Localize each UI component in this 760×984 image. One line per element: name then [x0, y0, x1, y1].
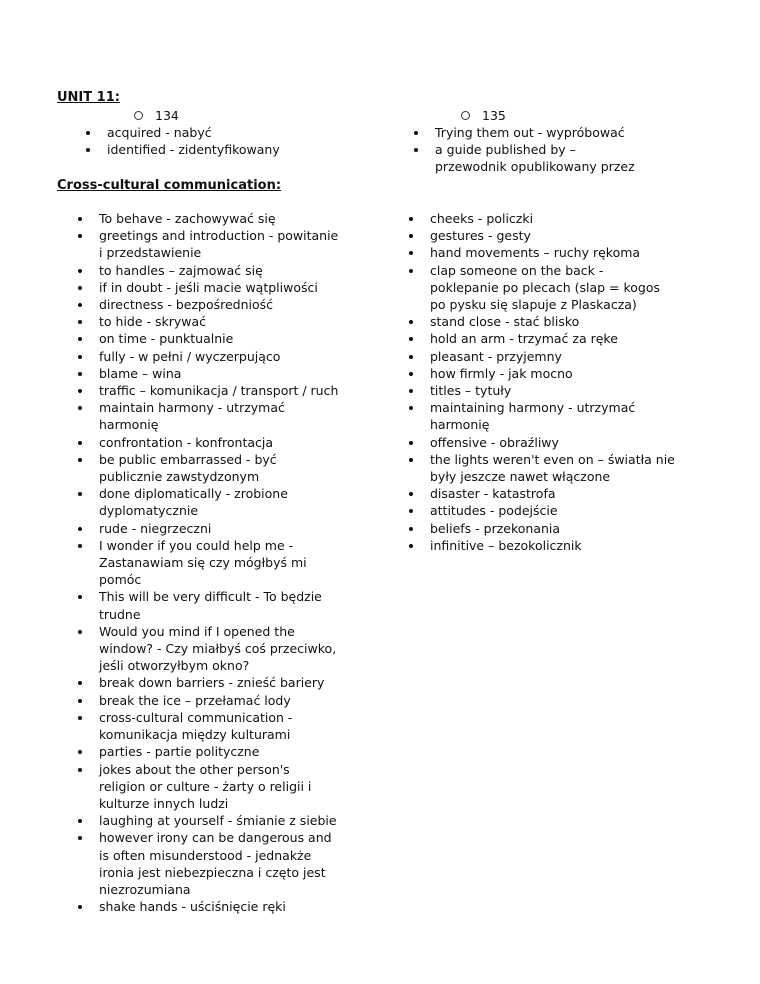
list-item: blame – wina [74, 365, 340, 382]
list-item: stand close - stać blisko [405, 313, 675, 330]
list-item: be public embarrassed - być publicznie zawstydzonym [74, 451, 340, 485]
list-item: To behave - zachowywać się [74, 210, 340, 227]
list-item: greetings and introduction - powitanie i przedstawienie [74, 227, 340, 261]
right-vocab-list [405, 210, 675, 554]
list-item: shake hands - uściśnięcie ręki [74, 898, 340, 915]
list-item: confrontation - konfrontacja [74, 434, 340, 451]
list-item: fully - w pełni / wyczerpująco [74, 348, 340, 365]
list-item: jokes about the other person's religion or culture - żarty o religii i kulturze innych ludzi [74, 761, 340, 813]
page-135-list [410, 124, 650, 176]
list-item: Would you mind if I opened the window? - Czy miałbyś coś przeciwko, jeśli otworzyłbym okno? [74, 623, 340, 675]
list-item: if in doubt - jeśli macie wątpliwości [74, 279, 340, 296]
list-item: hand movements – ruchy rękoma [405, 244, 675, 261]
list-item: rude - niegrzeczni [74, 520, 340, 537]
list-item: titles – tytuły [405, 382, 675, 399]
circle-bullet-icon [134, 111, 143, 120]
left-vocab-list [74, 210, 340, 915]
page-number-text: 134 [155, 108, 179, 123]
list-item: cheeks - policzki [405, 210, 675, 227]
list-item: directness - bezpośredniość [74, 296, 340, 313]
list-item: offensive - obraźliwy [405, 434, 675, 451]
unit-title: UNIT 11: [57, 90, 120, 105]
list-item: infinitive – bezokolicznik [405, 537, 675, 554]
list-item: on time - punktualnie [74, 330, 340, 347]
list-item: a guide published by – przewodnik opublikowany przez [410, 141, 650, 175]
list-item: clap someone on the back - poklepanie po plecach (slap = kogos po pysku się slapuje z Plaskacza) [405, 262, 675, 314]
list-item: maintaining harmony - utrzymać harmonię [405, 399, 675, 433]
list-item: disaster - katastrofa [405, 485, 675, 502]
list-item: identified - zidentyfikowany [82, 141, 322, 158]
list-item: cross-cultural communication - komunikacja między kulturami [74, 709, 340, 743]
list-item: attitudes - podejście [405, 502, 675, 519]
list-item: how firmly - jak mocno [405, 365, 675, 382]
list-item: maintain harmony - utrzymać harmonię [74, 399, 340, 433]
list-item: This will be very difficult - To będzie trudne [74, 588, 340, 622]
circle-bullet-icon [461, 111, 470, 120]
list-item: parties - partie polityczne [74, 743, 340, 760]
page-number-134 [134, 108, 179, 123]
list-item: laughing at yourself - śmianie z siebie [74, 812, 340, 829]
list-item: the lights weren't even on – światła nie były jeszcze nawet włączone [405, 451, 675, 485]
list-item: I wonder if you could help me - Zastanawiam się czy mógłbyś mi pomóc [74, 537, 340, 589]
list-item: break down barriers - znieść bariery [74, 674, 340, 691]
list-item: break the ice – przełamać lody [74, 692, 340, 709]
list-item: traffic – komunikacja / transport / ruch [74, 382, 340, 399]
list-item: to handles – zajmować się [74, 262, 340, 279]
page-number-135 [461, 108, 506, 123]
page-134-list [82, 124, 322, 158]
list-item: Trying them out - wypróbować [410, 124, 650, 141]
list-item: to hide - skrywać [74, 313, 340, 330]
page-number-text: 135 [482, 108, 506, 123]
list-item: beliefs - przekonania [405, 520, 675, 537]
section-title: Cross-cultural communication: [57, 178, 282, 193]
list-item: pleasant - przyjemny [405, 348, 675, 365]
list-item: however irony can be dangerous and is often misunderstood - jednakże ironia jest niebezpieczna i częto jest niezrozumiana [74, 829, 340, 898]
list-item: hold an arm - trzymać za ręke [405, 330, 675, 347]
list-item: acquired - nabyć [82, 124, 322, 141]
list-item: gestures - gesty [405, 227, 675, 244]
list-item: done diplomatically - zrobione dyplomatycznie [74, 485, 340, 519]
